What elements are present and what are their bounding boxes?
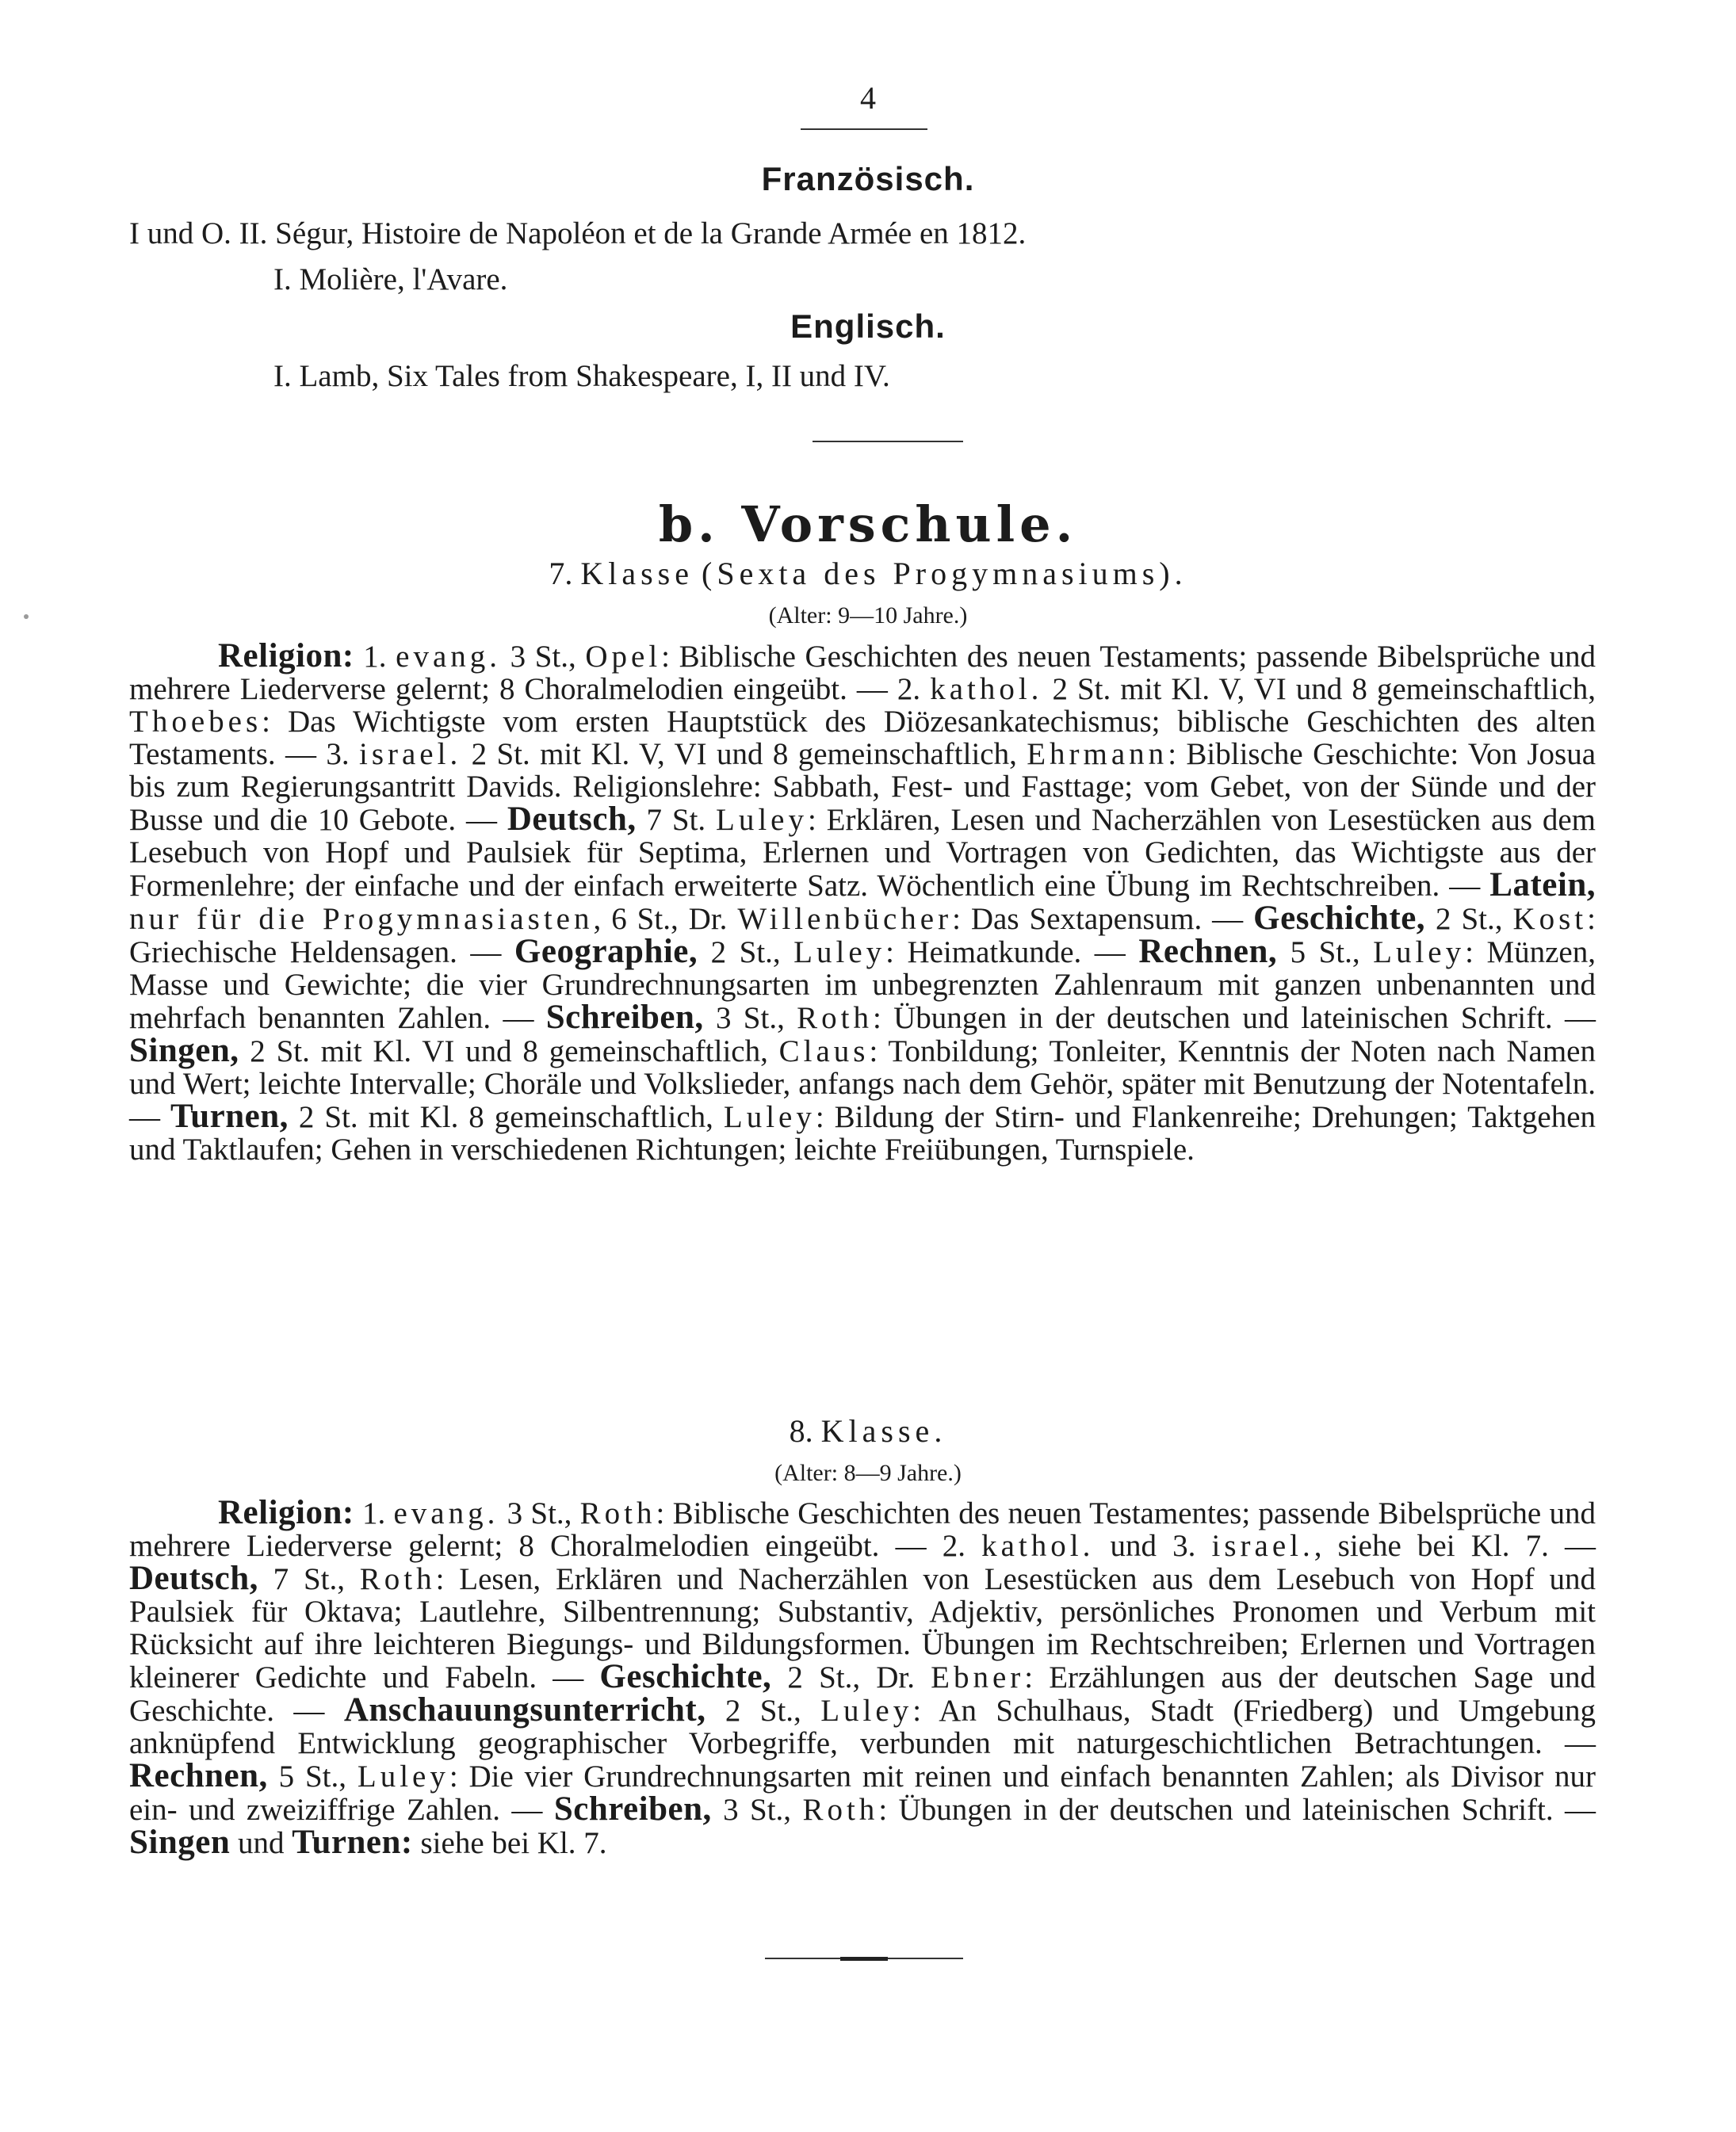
text-run: , siehe bei Kl. 7. — bbox=[1313, 1529, 1596, 1563]
subject-label: Geschichte, bbox=[599, 1658, 772, 1695]
text-run: 3 St., bbox=[499, 1496, 580, 1530]
text-run: : Bildung der Stirn- und Flankenreihe; Drehungen; Taktgehen und Taktlaufen; Gehen in verschiedenen Richtungen; leichte Freiübungen, Turnspiele. bbox=[129, 1100, 1596, 1167]
spaced-term: israel. bbox=[1211, 1529, 1314, 1563]
text-run: 7 St., bbox=[258, 1562, 360, 1596]
spaced-term: Luley bbox=[793, 935, 886, 969]
text-run: 3 St., bbox=[711, 1793, 803, 1827]
subject-label: Schreiben, bbox=[553, 1790, 712, 1828]
subject-label: Deutsch, bbox=[129, 1560, 258, 1597]
text-run: 2 St., bbox=[1425, 902, 1513, 936]
subject-label: Geographie, bbox=[514, 933, 698, 970]
header-rule bbox=[801, 128, 927, 130]
text-run: : Das Wichtigste vom ersten Hauptstück des Diözesankatechismus; biblische Geschichten des alten Testaments. — 3. bbox=[129, 705, 1596, 771]
klasse-8-title bbox=[0, 1412, 1736, 1450]
text-run: : Übungen in der deutschen und lateinischen Schrift. — bbox=[873, 1001, 1596, 1035]
klasse-8-number: 8. bbox=[789, 1413, 813, 1449]
text-run: 2 St., bbox=[705, 1694, 821, 1728]
text-run: 3 St., bbox=[501, 640, 586, 674]
text-run: 5 St., bbox=[267, 1759, 358, 1794]
text-run: : Die vier Grundrechnungsarten mit reinen und einfach benannten Zahlen; als Divisor nur ein- und zweiziffrige Zahlen. — bbox=[129, 1759, 1596, 1827]
subject-label: Latein, bbox=[1489, 866, 1596, 904]
page-number: 4 bbox=[860, 80, 876, 116]
text-run: : Lesen, Erklären und Nacherzählen von Lesestücken aus dem Lesebuch von Hopf und Paulsiek für Oktava; Lautlehre, Silbentrennung; Substantiv, Adjektiv, persönliches Pronomen und Verbum mit Rücksicht auf ihre leichteren Biegungs- und Bildungsformen. Übungen im Rechtschreiben; Erlernen und Vortragen kleinerer Gedichte und Fabeln. — bbox=[129, 1562, 1596, 1695]
subject-label: Schreiben, bbox=[545, 999, 704, 1036]
klasse-8-word: Klasse. bbox=[820, 1413, 947, 1449]
text-run: : Erklären, Lesen und Nacherzählen von Lesestücken aus dem Lesebuch von Hopf und Paulsiek für Septima, Erlernen und Vortragen von Gedichten, das Wichtigste aus der Formenlehre; der einfache und der einfach erweiterte Satz. Wöchentlich eine Übung im Rechtschreiben. — bbox=[129, 803, 1596, 903]
subject-label: Singen bbox=[129, 1824, 231, 1861]
klasse-7-paren: (Sexta des Progymnasiums). bbox=[702, 556, 1187, 591]
subject-label: Deutsch, bbox=[507, 800, 637, 838]
subject-label: Religion: bbox=[218, 1494, 354, 1531]
spaced-term: Kost bbox=[1512, 902, 1588, 936]
text-run: 2 St. mit Kl. 8 gemeinschaftlich, bbox=[288, 1100, 724, 1134]
spaced-term: Roth bbox=[802, 1793, 879, 1827]
klasse-7-number: 7. bbox=[549, 556, 573, 591]
paper-spot bbox=[24, 614, 29, 619]
text-run: : Griechische Heldensagen. — bbox=[129, 902, 1596, 969]
spaced-term: Thoebes bbox=[129, 705, 262, 739]
spaced-term: Luley bbox=[820, 1694, 913, 1728]
spaced-term: Opel bbox=[585, 640, 662, 674]
spaced-term: kathol. bbox=[981, 1529, 1095, 1563]
spaced-term: kathol. bbox=[930, 672, 1043, 706]
spaced-term: Claus bbox=[778, 1034, 870, 1068]
klasse-8-paragraph bbox=[129, 1496, 1596, 1859]
text-run: : Biblische Geschichte: Von Josua bis zum Regierungsantritt Davids. Religionslehre: Sabbath, Fest- und Fasttage; vom Gebet, von der Sünde und der Busse und die 10 Gebote. — bbox=[129, 737, 1596, 837]
text-run: : Tonbildung; Tonleiter, Kenntnis der Noten nach Namen und Wert; leichte Intervalle; Choräle und Volkslieder, anfangs nach dem Gehör, später mit Benutzung der Notentafeln. — bbox=[129, 1034, 1596, 1134]
franzoesisch-line-2: I. Molière, l'Avare. bbox=[273, 262, 508, 296]
text-run: : Heimatkunde. — bbox=[885, 935, 1139, 969]
klasse-7-alter: (Alter: 9—10 Jahre.) bbox=[768, 602, 968, 629]
heading-englisch: Englisch. bbox=[790, 308, 946, 345]
text-run: : Übungen in der deutschen und lateinischen Schrift. — bbox=[878, 1793, 1596, 1827]
klasse-7-word: Klasse bbox=[580, 556, 694, 591]
text-run: : An Schulhaus, Stadt (Friedberg) und Umgebung anknüpfend Entwicklung geographischer Vorbegriffe, verbunden mit naturgeschichtlichen Betrachtungen. — bbox=[129, 1694, 1596, 1760]
klasse-7-title bbox=[0, 555, 1736, 592]
spaced-term: Luley bbox=[723, 1100, 816, 1134]
spaced-term: Roth bbox=[579, 1496, 656, 1530]
spaced-term: Luley bbox=[716, 803, 808, 837]
subject-label: Turnen: bbox=[292, 1824, 413, 1861]
text-run: : Biblische Geschichten des neuen Testaments; passende Bibelsprüche und mehrere Liederverse gelernt; 8 Choralmelodien eingeübt. — 2. bbox=[129, 640, 1596, 706]
text-run: 5 St., bbox=[1277, 935, 1374, 969]
text-run: : Münzen, Masse und Gewichte; die vier Grundrechnungsarten im unbegrenzten Zahlenraum mit ganzen unbenannten und mehrfach benannten Zahlen. — bbox=[129, 935, 1596, 1035]
spaced-term: Luley bbox=[357, 1759, 449, 1794]
klasse-7-paragraph bbox=[129, 637, 1596, 1167]
spaced-term: Ebner bbox=[931, 1660, 1025, 1695]
text-run: 1. bbox=[354, 1496, 394, 1530]
subject-label: Geschichte, bbox=[1253, 900, 1426, 937]
text-run: 2 St. mit Kl. V, VI und 8 gemeinschaftlich, bbox=[1042, 672, 1596, 706]
subject-label: Rechnen, bbox=[1138, 933, 1278, 970]
subject-label: Religion: bbox=[218, 637, 354, 674]
spaced-term: Roth bbox=[797, 1001, 873, 1035]
text-run: und bbox=[230, 1826, 293, 1860]
franzoesisch-line-1: I und O. II. Ségur, Histoire de Napoléon et de la Grande Armée en 1812. bbox=[129, 216, 1027, 250]
spaced-term: Roth bbox=[359, 1562, 436, 1596]
text-run: 2 St., bbox=[698, 935, 794, 969]
text-run: 2 St. mit Kl. V, VI und 8 gemeinschaftlich, bbox=[461, 737, 1027, 771]
heading-franzoesisch: Französisch. bbox=[761, 160, 975, 197]
text-run: 3 St., bbox=[703, 1001, 797, 1035]
subject-label: Rechnen, bbox=[129, 1757, 268, 1794]
spaced-term: Ehrmann bbox=[1027, 737, 1168, 771]
text-run: 2 St., Dr. bbox=[771, 1660, 931, 1695]
spaced-term: Willenbücher bbox=[737, 902, 953, 936]
text-run: und 3. bbox=[1094, 1529, 1212, 1563]
text-run: 1. bbox=[354, 640, 396, 674]
subject-label: Anschauungsunterricht, bbox=[343, 1691, 706, 1729]
subject-label: Turnen, bbox=[170, 1098, 289, 1135]
spaced-term: israel. bbox=[359, 737, 462, 771]
spaced-term: Luley bbox=[1373, 935, 1466, 969]
text-run: : Biblische Geschichten des neuen Testamentes; passende Bibelsprüche und mehrere Liederverse gelernt; 8 Choralmelodien eingeübt. — 2. bbox=[129, 1496, 1596, 1563]
spaced-term: nur für die Progymnasiasten bbox=[129, 902, 594, 936]
text-run: , 6 St., Dr. bbox=[593, 902, 738, 936]
text-run: siehe bei Kl. 7. bbox=[412, 1826, 607, 1860]
text-run: : Erzählungen aus der deutschen Sage und Geschichte. — bbox=[129, 1660, 1596, 1728]
spaced-term: evang. bbox=[396, 640, 502, 674]
klasse-8-alter: (Alter: 8—9 Jahre.) bbox=[774, 1460, 962, 1486]
englisch-line-1: I. Lamb, Six Tales from Shakespeare, I, II und IV. bbox=[273, 359, 890, 393]
heading-vorschule: b. Vorschule. bbox=[658, 495, 1078, 553]
text-run: : Das Sextapensum. — bbox=[952, 902, 1254, 936]
section-separator bbox=[813, 441, 963, 442]
subject-label: Singen, bbox=[129, 1032, 239, 1069]
text-run: 7 St. bbox=[636, 803, 717, 837]
spaced-term: evang. bbox=[393, 1496, 499, 1530]
footer-rule-center bbox=[840, 1957, 888, 1961]
text-run: 2 St. mit Kl. VI und 8 gemeinschaftlich, bbox=[239, 1034, 779, 1068]
